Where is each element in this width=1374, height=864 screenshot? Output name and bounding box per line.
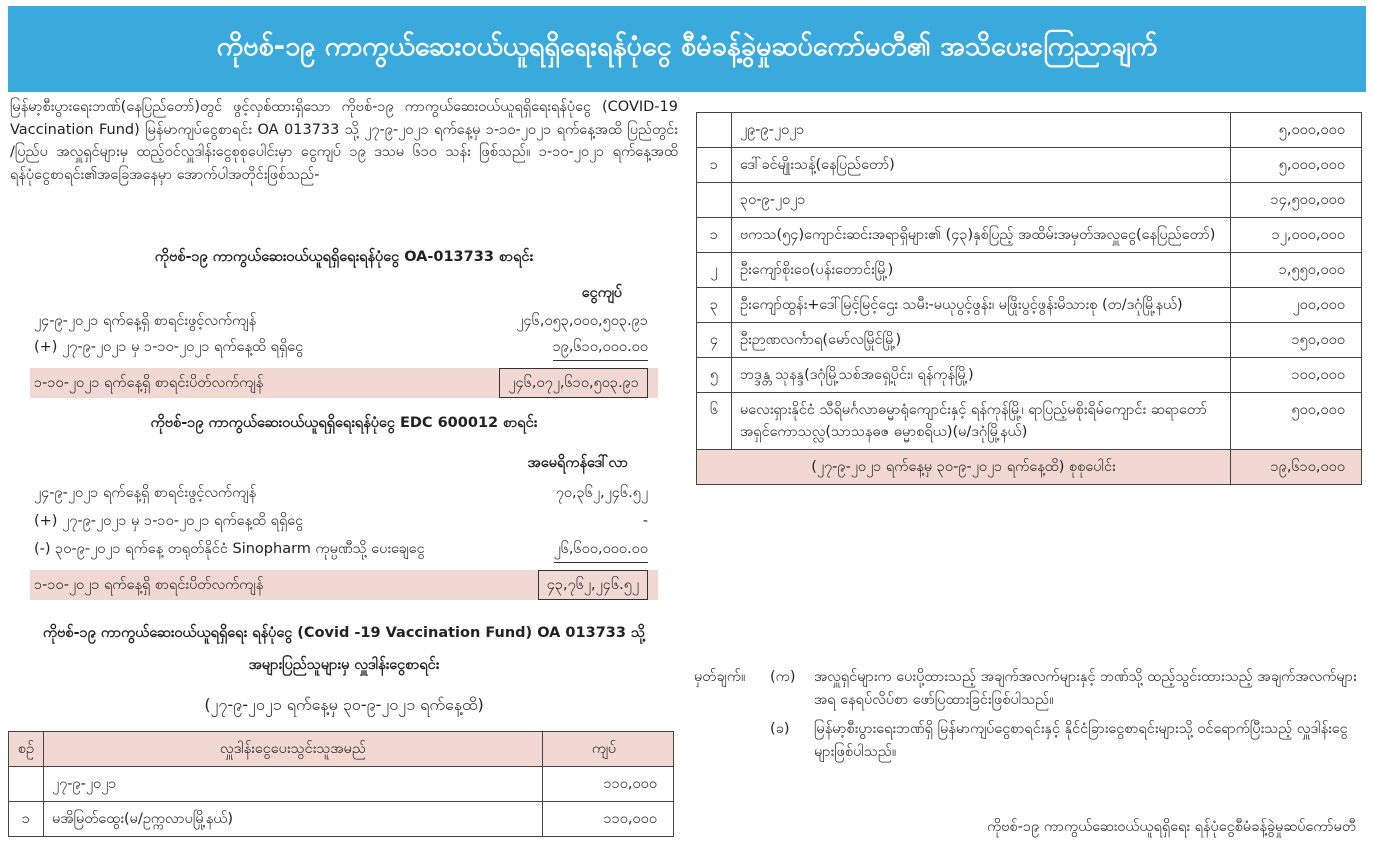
- row-name: မအိမြတ်ထွေး(မ/ဥက္ကလာပမြို့နယ်): [44, 802, 543, 837]
- donors-heading-daterange: (၂၇-၉-၂၀၂၁ ရက်နေ့မှ ၃၀-၉-၂၀၂၁ ရက်နေ့ထိ): [204, 695, 484, 714]
- row-amount: ၁၅၀,၀၀၀: [1231, 323, 1362, 358]
- edc-row: [30, 536, 658, 562]
- row-no: ၃: [697, 288, 732, 323]
- row-name: ဘဒ္ဒန္တ သုနန္ဒ(ဒဂုံမြို့သစ်အရှေ့ပိုင်း၊ ရန်ကုန်မြို့): [732, 358, 1231, 393]
- oa-total-label: ၁-၁၀-၂၀၂၁ ရက်နေ့ရှိ စာရင်းပိတ်လက်ကျန်: [34, 375, 264, 391]
- table-row: [697, 288, 1362, 323]
- note-item: [694, 666, 1366, 712]
- row-no: ၂: [697, 253, 732, 288]
- table-row: [697, 358, 1362, 393]
- edc-row-amount: ၂၆,၆၀၀,၀၀၀.၀၀: [554, 536, 648, 563]
- table-row: [697, 393, 1362, 450]
- table-row: [697, 218, 1362, 253]
- row-amount: ၅,၀၀၀,၀၀၀: [1231, 148, 1362, 183]
- row-amount: ၂၀၀,၀၀၀: [1231, 288, 1362, 323]
- table-row: [697, 148, 1362, 183]
- row-amount: ၁၀၀,၀၀၀: [1231, 358, 1362, 393]
- row-no: [697, 183, 732, 218]
- edc-unit: အမေရိကန်ဒေါ်လာ: [527, 455, 628, 471]
- row-name: ၃၀-၉-၂၀၂၁: [732, 183, 1231, 218]
- donors-heading-line2: အများပြည်သူများမှ လှူဒါန်းငွေစာရင်း: [248, 657, 440, 673]
- row-no: ၁: [9, 802, 44, 837]
- oa-row: [30, 334, 658, 360]
- header-name: လှူဒါန်းငွေပေးသွင်းသူအမည်: [44, 732, 543, 767]
- edc-row-label: (+) ၂၇-၉-၂၀၂၁ မှ ၁-၁၀-၂၀၂၁ ရက်နေ့ထိ ရရှိငွေ: [34, 513, 304, 529]
- header-amount: ကျပ်: [543, 732, 674, 767]
- row-no: [9, 767, 44, 802]
- edc-row-amount: ၇၀,၃၆၂,၂၄၆.၅၂: [555, 485, 648, 501]
- notes-label: မှတ်ချက်။: [694, 669, 746, 685]
- signature-line: ကိုဗစ်-၁၉ ကာကွယ်ဆေးဝယ်ယူရရှိရေး ရန်ပုံငွေစီမံခန့်ခွဲမှုဆပ်ကော်မတီ: [987, 819, 1356, 835]
- total-amount: ၁၉,၆၁၀,၀၀၀: [1231, 450, 1362, 485]
- row-name: ဦးဉာဏလင်္ကာရ(မော်လမြိုင်မြို့): [732, 323, 1231, 358]
- row-no: ၄: [697, 323, 732, 358]
- total-label: (၂၇-၉-၂၀၂၁ ရက်နေ့မှ ၃၀-၉-၂၀၂၁ ရက်နေ့ထိ) စုစုပေါင်း: [697, 450, 1231, 485]
- edc-heading: ကိုဗစ်-၁၉ ကာကွယ်ဆေးဝယ်ယူရရှိရေးရန်ပုံငွေ EDC 600012 စာရင်း: [150, 415, 538, 431]
- table-row: [697, 253, 1362, 288]
- banner-title: ကိုဗစ်-၁၉ ကာကွယ်ဆေးဝယ်ယူရရှိရေးရန်ပုံငွေ စီမံခန့်ခွဲမှုဆပ်ကော်မတီ၏ အသိပေးကြေညာချက်: [216, 31, 1158, 62]
- edc-row-label: ၂၄-၉-၂၀၂၁ ရက်နေ့ရှိ စာရင်းဖွင့်လက်ကျန်: [34, 485, 257, 501]
- oa-total-row: [30, 368, 658, 398]
- header-no: စဉ်: [9, 732, 44, 767]
- table-row: [697, 323, 1362, 358]
- row-amount: ၁၁၀,၀၀၀: [543, 802, 674, 837]
- note-mark: (ခ): [770, 721, 790, 737]
- oa-row-label: (+) ၂၇-၉-၂၀၂၁ မှ ၁-၁၀-၂၀၂၁ ရက်နေ့ထိ ရရှိငွေ: [34, 339, 304, 355]
- table-row: [9, 802, 674, 837]
- table-row: [697, 183, 1362, 218]
- table-header-row: [9, 732, 674, 767]
- notes-section: [694, 666, 1366, 770]
- row-no: ၁: [697, 148, 732, 183]
- row-amount: ၁၁၀,၀၀၀: [543, 767, 674, 802]
- note-text: မြန်မာ့စီးပွားရေးဘဏ်ရှိ မြန်မာကျပ်ငွေစာရင်းနှင့် နိုင်ငံခြားငွေစာရင်းများသို့ ဝင်ရောက်ပြီးသည့် လှူဒါန်းငွေများဖြစ်ပါသည်။: [814, 721, 1348, 760]
- intro-paragraph: မြန်မာ့စီးပွားရေးဘဏ်(နေပြည်တော်)တွင် ဖွင့်လှစ်ထားရှိသော ကိုဗစ်-၁၉ ကာကွယ်ဆေးဝယ်ယူရရှိရေးရန်ပုံငွေ (COVID-19 Vaccination Fund) မြန်မာကျပ်ငွေစာရင်း OA 013733 သို့ ၂၇-၉-၂၀၂၁ ရက်နေ့မှ ၁-၁၀-၂၀၂၁ ရက်နေ့အထိ ပြည်တွင်း /ပြည်ပ အလှူရှင်များမှ ထည့်ဝင်လှူဒါန်းငွေစုစုပေါင်းမှာ ငွေကျပ် ၁၉ ဒသမ ၆၁ဝ သန်း ဖြစ်သည်။ ၁-၁၀-၂၀၂၁ ရက်နေ့အထိ ရန်ပုံငွေစာရင်း၏အခြေအနေမှာ အောက်ပါအတိုင်းဖြစ်သည်-: [10, 99, 678, 183]
- row-name: ဒေါ်ခင်မျိုးသန့်(နေပြည်တော်): [732, 148, 1231, 183]
- note-text: အလှူရှင်များက ပေးပို့ထားသည့် အချက်အလက်များနှင့် ဘဏ်သို့ ထည့်သွင်းထားသည့် အချက်အလက်များအရ နေရပ်လိပ်စာ ဖော်ပြထားခြင်းဖြစ်ပါသည်။: [814, 669, 1357, 708]
- oa-heading: ကိုဗစ်-၁၉ ကာကွယ်ဆေးဝယ်ယူရရှိရေးရန်ပုံငွေ OA-013733 စာရင်း: [154, 249, 534, 265]
- note-item: [694, 718, 1366, 764]
- edc-total-label: ၁-၁၀-၂၀၂၁ ရက်နေ့ရှိ စာရင်းပိတ်လက်ကျန်: [34, 577, 264, 593]
- row-no: ၅: [697, 358, 732, 393]
- row-name: မလေးရှားနိုင်ငံ သီရိမင်္ဂလာဓမ္မာရုံကျောင်းနှင့် ရန်ကုန်မြို့၊ ရာပြည့်မစိုးရိမ်ကျောင်း ဆရာတော် အရှင်ကောသလ္လ(သာသနဓဇ ဓမ္မာစရိယ)(မ/ဒဂုံမြို့နယ်): [732, 393, 1231, 450]
- row-amount: ၅,၀၀၀,၀၀၀: [1231, 113, 1362, 148]
- row-amount: ၁,၅၅၀,၀၀၀: [1231, 253, 1362, 288]
- row-name: ဦးကျော်စိုးဝေ(ပန်းတောင်းမြို့): [732, 253, 1231, 288]
- row-no: ၆: [697, 393, 732, 450]
- edc-total-row: [30, 570, 658, 600]
- edc-row-amount: -: [642, 513, 648, 529]
- row-name: ဦးကျော်ထွန်း+ဒေါ်မြင့်မြင့်ဌေး သမီး-မယုပွင့်ဖွန်း၊ မဖြိုးပွင့်ဖွန်းမိသားစု (တ/ဒဂုံမြို့နယ်): [732, 288, 1231, 323]
- donors-heading-line1: ကိုဗစ်-၁၉ ကာကွယ်ဆေးဝယ်ယူရရှိရေး ရန်ပုံငွေ (Covid -19 Vaccination Fund) OA 013733 သို့: [42, 625, 646, 641]
- table-row: [9, 767, 674, 802]
- row-no: ၁: [697, 218, 732, 253]
- table-row: [697, 113, 1362, 148]
- row-name: ၂၉-၉-၂၀၂၁: [732, 113, 1231, 148]
- note-mark: (က): [770, 669, 796, 685]
- announcement-banner: [8, 6, 1366, 92]
- row-amount: ၁၂,၀၀၀,၀၀၀: [1231, 218, 1362, 253]
- oa-total-amount: ၂၄၆,၀၇၂,၆၁၀,၅၀၃.၉၁: [499, 368, 648, 398]
- edc-total-amount: ၄၃,၇၆၂,၂၄၆.၅၂: [538, 570, 648, 600]
- row-name: ဗကသ(၅၄)ကျောင်းဆင်းအရာရှိများ၏ (၄၃)နှစ်ပြည့် အထိမ်းအမှတ်အလှူငွေ(နေပြည်တော်): [732, 218, 1231, 253]
- row-no: [697, 113, 732, 148]
- donor-table: [8, 731, 674, 837]
- table-total-row: [697, 450, 1362, 485]
- row-amount: ၁၄,၅၀၀,၀၀၀: [1231, 183, 1362, 218]
- oa-unit: ငွေကျပ်: [581, 285, 622, 301]
- donor-table-continued: [696, 112, 1362, 485]
- oa-row-amount: ၁၉,၆၁၀,၀၀၀.၀၀: [553, 334, 648, 361]
- edc-row-label: (-) ၃၀-၉-၂၀၂၁ ရက်နေ့ တရုတ်နိုင်ငံ Sinopharm ကုမ္ပဏီသို့ ပေးချေငွေ: [34, 541, 425, 557]
- edc-row: [30, 480, 658, 506]
- oa-row-amount: ၂၄၆,၀၅၃,၀၀၀,၅၀၃.၉၁: [516, 313, 648, 329]
- row-name: ၂၇-၉-၂၀၂၁: [44, 767, 543, 802]
- row-amount: ၅၀၀,၀၀၀: [1231, 393, 1362, 450]
- oa-row: [30, 308, 658, 334]
- oa-row-label: ၂၄-၉-၂၀၂၁ ရက်နေ့ရှိ စာရင်းဖွင့်လက်ကျန်: [34, 313, 257, 329]
- edc-row: [30, 508, 658, 534]
